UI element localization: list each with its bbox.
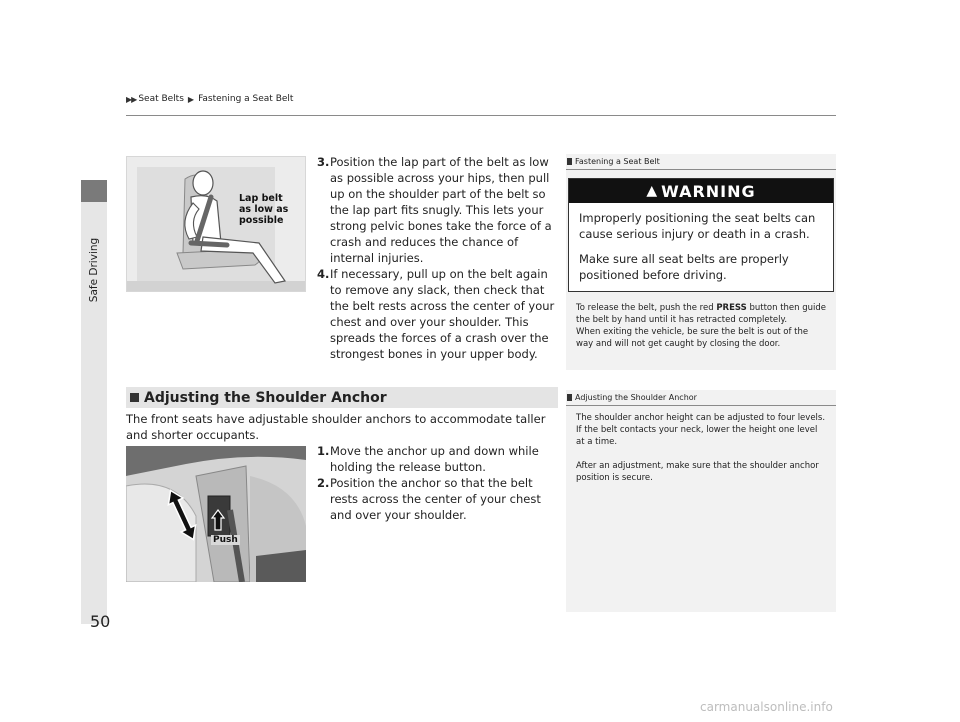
anchor-note-panel bbox=[566, 390, 836, 612]
press-button-label: PRESS bbox=[716, 303, 747, 313]
note-heading: Adjusting the Shoulder Anchor bbox=[566, 390, 836, 406]
step-4: 4. If necessary, pull up on the belt again to remove any slack, then check that the belt rests across the center of your chest and over your shoulder. This spreads the forces of a crash over the strongest bones in your upper body. bbox=[317, 267, 555, 361]
note-heading: Fastening a Seat Belt bbox=[566, 154, 836, 170]
section-tab-marker bbox=[81, 180, 107, 202]
breadcrumb-item-fastening[interactable]: Fastening a Seat Belt bbox=[198, 94, 294, 104]
push-callout: Push bbox=[213, 535, 238, 545]
section-square-icon bbox=[130, 393, 139, 402]
warning-header: ▲ WARNING bbox=[569, 179, 833, 203]
lap-belt-callout: Lap belt as low as possible bbox=[239, 193, 289, 226]
warning-box bbox=[568, 178, 834, 292]
warning-triangle-icon: ▲ bbox=[646, 183, 658, 199]
fastening-note-panel bbox=[566, 154, 836, 370]
step-3: 3. Position the lap part of the belt as low as possible across your hips, then pull up on the shoulder part of the belt so the lap part fits snugly. This lets your strong pelvic bones take the force of a crash and reduces the chance of internal injuries. bbox=[317, 155, 552, 265]
section-side-label: Safe Driving bbox=[88, 237, 100, 303]
shoulder-anchor-illustration bbox=[126, 446, 306, 582]
breadcrumb-item-seat-belts[interactable]: Seat Belts bbox=[138, 94, 184, 104]
note-marker-icon bbox=[567, 158, 572, 165]
header-divider bbox=[126, 115, 836, 116]
note-body: The shoulder anchor height can be adjusted to four levels. If the belt contacts your neck, lower the height one level at a time. After an adjustment, make sure that the shoulder anchor position is secure. bbox=[576, 413, 826, 483]
section-heading-bar bbox=[126, 387, 558, 408]
anchor-steps bbox=[317, 443, 560, 523]
note-body: To release the belt, push the red PRESS button then guide the belt by hand until it has retracted completely. When exiting the vehicle, be sure the belt is out of the way and will not get caught by closing the door. bbox=[576, 303, 827, 349]
note-marker-icon bbox=[567, 394, 572, 401]
lap-belt-illustration bbox=[126, 156, 306, 292]
step-1: 1. Move the anchor up and down while holding the release button. bbox=[317, 444, 539, 474]
watermark: carmanualsonline.info bbox=[700, 700, 833, 714]
shoulder-anchor-drawing bbox=[126, 446, 306, 582]
step-2: 2. Position the anchor so that the belt rests across the center of your chest and over your shoulder. bbox=[317, 476, 541, 522]
fastening-steps bbox=[317, 154, 560, 362]
breadcrumb bbox=[126, 94, 293, 104]
breadcrumb-separator-icon: ▶ bbox=[187, 94, 195, 104]
section-title: Adjusting the Shoulder Anchor bbox=[144, 389, 387, 406]
page-number: 50 bbox=[90, 612, 111, 631]
section-intro: The front seats have adjustable shoulder anchors to accommodate taller and shorter occupants. bbox=[126, 412, 546, 442]
warning-body: Improperly positioning the seat belts can cause serious injury or death in a crash. Make sure all seat belts are properly positioned before driving. bbox=[579, 211, 816, 282]
breadcrumb-arrow-icon: ▶▶ bbox=[126, 94, 137, 104]
